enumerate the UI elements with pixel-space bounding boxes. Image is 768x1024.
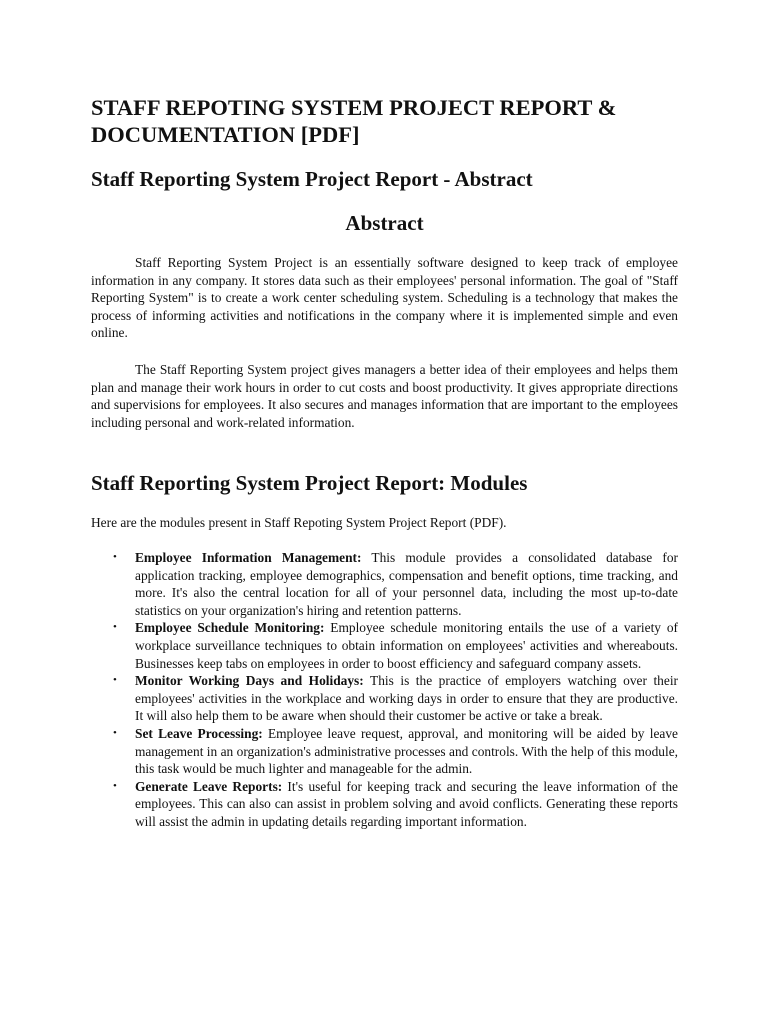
abstract-label: Abstract <box>345 211 424 235</box>
bullet-icon: • <box>113 674 117 687</box>
bullet-icon: • <box>113 551 117 563</box>
module-description: This is the practice of employers watching over their employees' activities in the workplace and working days in order to ensure that they are productive. It will also help them to be aware when should their customer be active or take a break. <box>135 673 679 724</box>
module-name: Set Leave Processing: <box>135 725 263 741</box>
module-name: Monitor Working Days and Holidays: <box>135 673 364 689</box>
modules-list <box>91 549 678 831</box>
abstract-paragraph-2: The Staff Reporting System project gives managers a better idea of their employees and helps them plan and manage their work hours in order to cut costs and boost productivity. It gives appropriate directions and supervisions for employees. It also secures and manages information that are important to the employees including personal and work-related information. <box>91 362 678 430</box>
modules-section-heading: Staff Reporting System Project Report: Modules <box>91 471 528 495</box>
module-item-employee-information-management <box>91 549 678 619</box>
module-name: Employee Information Management: <box>135 550 362 565</box>
module-item-generate-leave-reports <box>91 778 678 831</box>
module-name: Employee Schedule Monitoring: <box>135 620 325 636</box>
document-title: STAFF REPOTING SYSTEM PROJECT REPORT & DOCUMENTATION [PDF] <box>91 95 617 147</box>
modules-intro: Here are the modules present in Staff Repoting System Project Report (PDF). <box>91 515 507 530</box>
abstract-section-heading: Staff Reporting System Project Report - Abstract <box>91 167 533 191</box>
module-item-employee-schedule-monitoring <box>91 619 678 672</box>
module-description: Employee leave request, approval, and monitoring will be aided by leave management in an organization's administrative processes and controls. With the help of this module, this task would be much lighter and manageable for the admin. <box>135 725 678 777</box>
bullet-icon: • <box>113 779 117 792</box>
module-description: This module provides a consolidated database for application tracking, employee demographics, compensation and benefit options, time tracking, and more. It's also the central location for all of your personnel data, including the most up-to-date statistics on your organization's hiring and retention patterns. <box>135 550 678 618</box>
module-description: It's useful for keeping track and securing the leave information of the employees. This can also can assist in problem solving and avoid conflicts. Generating these reports will assist the admin in updating details regarding important information. <box>135 778 678 829</box>
module-name: Generate Leave Reports: <box>135 778 283 794</box>
module-item-set-leave-processing <box>91 725 678 778</box>
module-item-monitor-working-days <box>91 672 678 725</box>
bullet-icon: • <box>113 621 117 634</box>
module-description: Employee schedule monitoring entails the use of a variety of workplace surveillance techniques to obtain information on employees' activities and whereabouts. Businesses keep tabs on employees in order to boost efficiency and safeguard company assets. <box>135 620 678 671</box>
abstract-paragraph-1: Staff Reporting System Project is an essentially software designed to keep track of employee information in any company. It stores data such as their employees' personal information. The goal of "Staff Reporting System" is to create a work center scheduling system. Scheduling is a technology that makes the process of informing activities and notifications in the company where it is implemented simple and even online. <box>91 255 678 341</box>
bullet-icon: • <box>113 726 117 739</box>
